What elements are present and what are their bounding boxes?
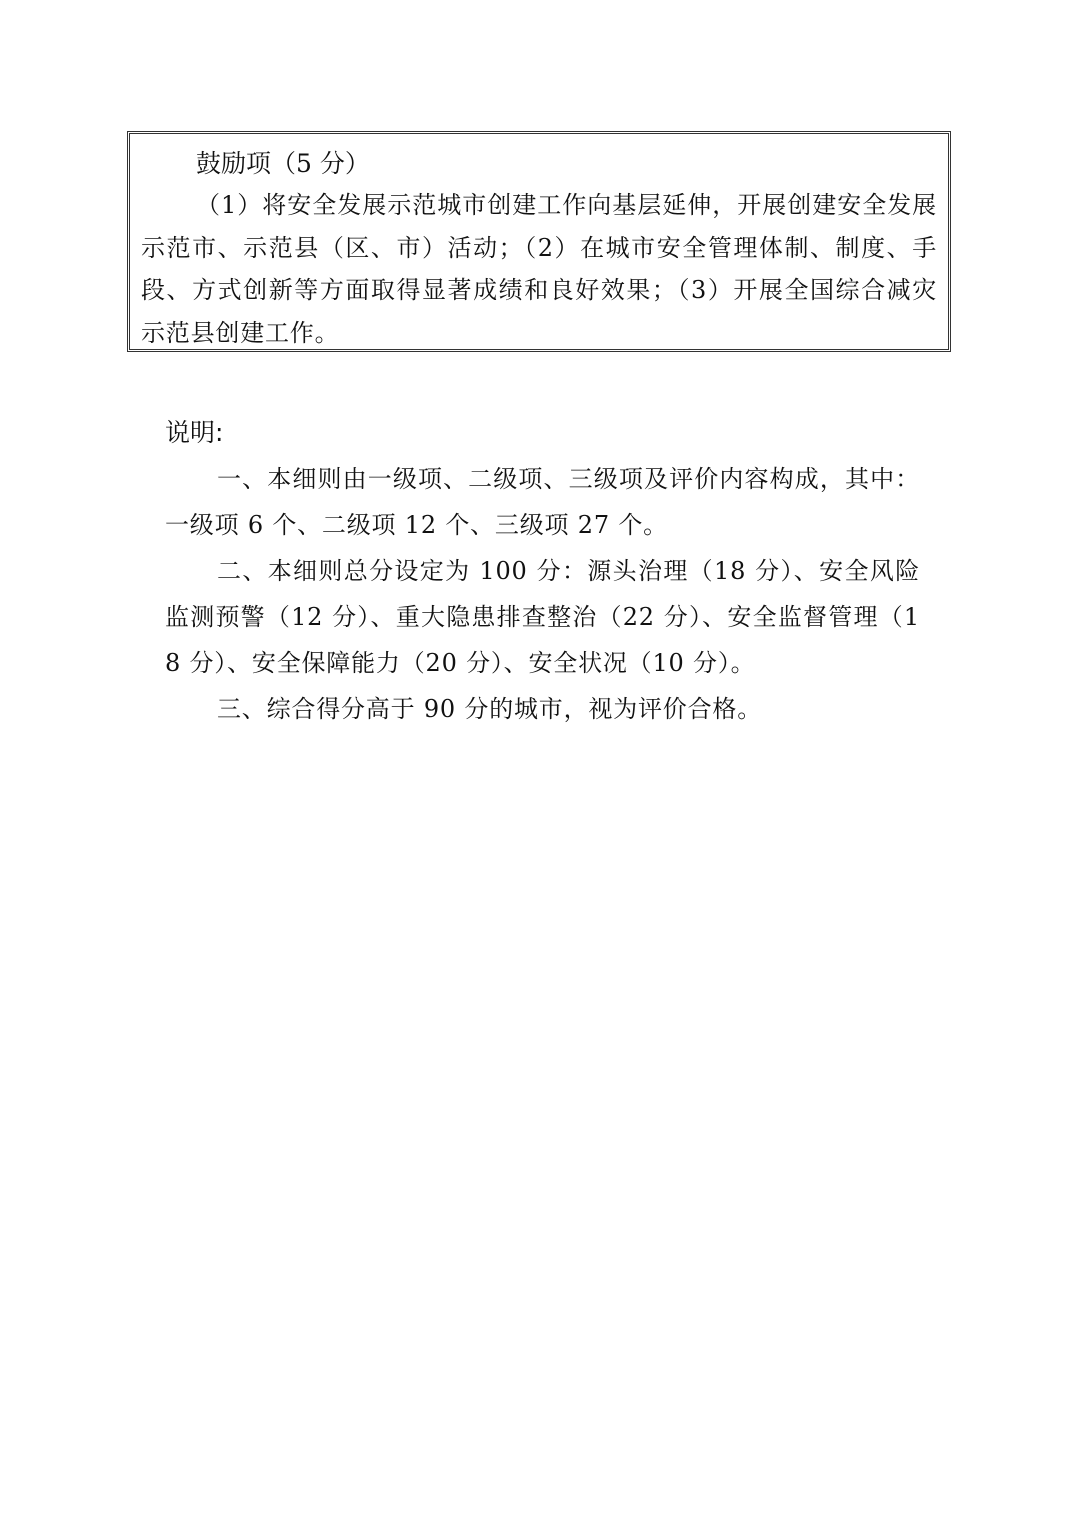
notes-paragraph-1: 一、本细则由一级项、二级项、三级项及评价内容构成，其中：一级项 6 个、二级项 12 个、三级项 27 个。 [165,465,920,539]
bonus-title: 鼓励项 [196,149,272,178]
notes-section [165,410,920,732]
notes-paragraph-2: 二、本细则总分设定为 100 分：源头治理（18 分）、安全风险监测预警（12 分）、重大隐患排查整治（22 分）、安全监督管理（18 分）、安全保障能力（20 分）、安全状况（10 分）。 [165,557,920,677]
bonus-heading [141,144,937,184]
bonus-items-box [127,131,951,352]
notes-paragraph-3: 三、综合得分高于 90 分的城市，视为评价合格。 [217,695,762,723]
bonus-body-text: （1）将安全发展示范城市创建工作向基层延伸，开展创建安全发展示范市、示范县（区、市）活动；（2）在城市安全管理体制、制度、手段、方式创新等方面取得显著成绩和良好效果；（3）开展全国综合减灾示范县创建工作。 [141,191,937,347]
bonus-score: （5 分） [271,149,370,178]
notes-title: 说明: [165,418,224,447]
